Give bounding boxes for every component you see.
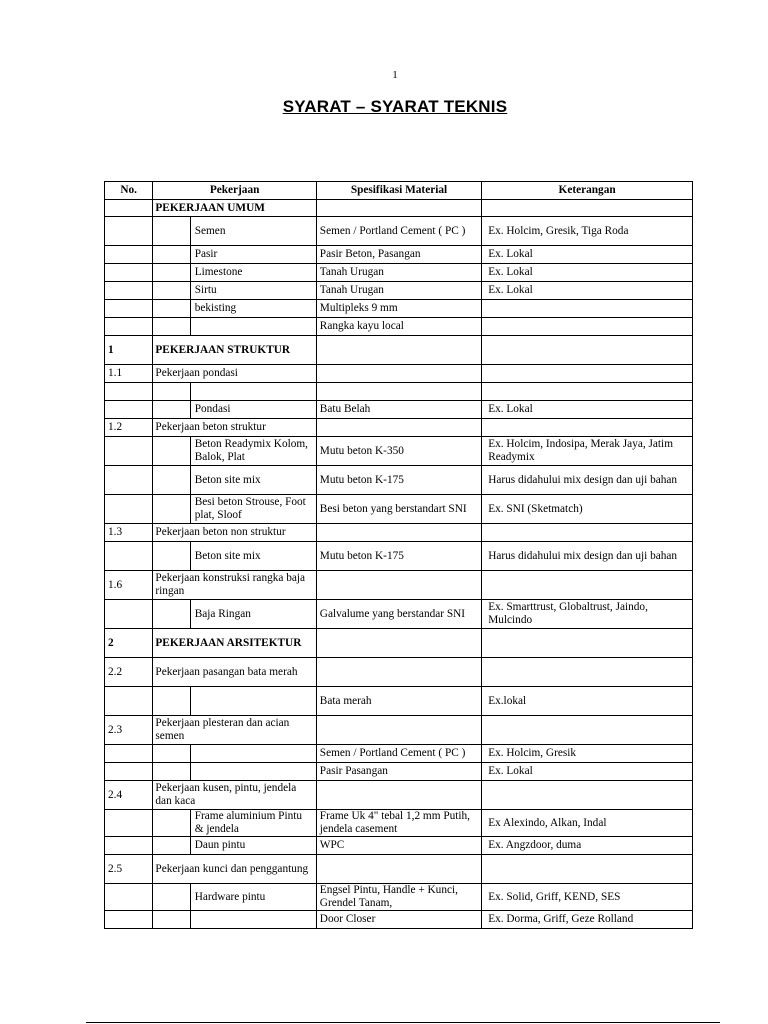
remarks: Harus didahului mix design dan uji bahan (482, 542, 693, 571)
table-row (105, 810, 693, 837)
table-row (105, 855, 693, 884)
remarks (482, 318, 693, 336)
table-row (105, 600, 693, 629)
row-number: 2.5 (105, 855, 153, 884)
remarks (482, 365, 693, 383)
work-section-empty (153, 282, 190, 300)
row-number (105, 745, 153, 763)
page-number: 1 (392, 69, 398, 81)
row-number: 2 (105, 629, 153, 658)
material-spec (316, 336, 481, 365)
material-spec: Pasir Pasangan (316, 763, 481, 781)
table-row (105, 763, 693, 781)
remarks: Ex Alexindo, Alkan, Indal (482, 810, 693, 837)
work-section-empty (153, 837, 190, 855)
work-section-empty (153, 437, 190, 466)
row-number (105, 911, 153, 929)
work-section-empty (153, 687, 190, 716)
row-number (105, 687, 153, 716)
material-spec: Batu Belah (316, 401, 481, 419)
material-spec (316, 629, 481, 658)
row-number (105, 884, 153, 911)
spec-table (104, 181, 693, 929)
work-section-empty (153, 495, 190, 524)
table-row (105, 217, 693, 246)
table-row (105, 200, 693, 217)
remarks (482, 383, 693, 401)
remarks: Ex. Holcim, Gresik, Tiga Roda (482, 217, 693, 246)
work-section: Pekerjaan konstruksi rangka baja ringan (153, 571, 316, 600)
work-section: Pekerjaan plesteran dan acian semen (153, 716, 316, 745)
work-item: Limestone (190, 264, 316, 282)
work-section-empty (153, 911, 190, 929)
table-header-row (105, 182, 693, 200)
row-number (105, 810, 153, 837)
row-number (105, 466, 153, 495)
header-spesifikasi: Spesifikasi Material (316, 182, 481, 200)
material-spec: Besi beton yang berstandart SNI (316, 495, 481, 524)
table-row (105, 884, 693, 911)
remarks: Ex. Dorma, Griff, Geze Rolland (482, 911, 693, 929)
remarks: Ex. Lokal (482, 282, 693, 300)
row-number (105, 837, 153, 855)
remarks: Ex. SNI (Sketmatch) (482, 495, 693, 524)
table-row (105, 437, 693, 466)
work-section-empty (153, 600, 190, 629)
material-spec (316, 200, 481, 217)
row-number (105, 600, 153, 629)
material-spec (316, 383, 481, 401)
work-section-empty (153, 542, 190, 571)
work-section: Pekerjaan kusen, pintu, jendela dan kaca (153, 781, 316, 810)
material-spec (316, 658, 481, 687)
table-row (105, 716, 693, 745)
header-pekerjaan: Pekerjaan (153, 182, 316, 200)
header-keterangan: Keterangan (482, 182, 693, 200)
row-number (105, 282, 153, 300)
work-item: Beton site mix (190, 466, 316, 495)
remarks: Ex. Lokal (482, 246, 693, 264)
row-number: 2.2 (105, 658, 153, 687)
row-number (105, 383, 153, 401)
material-spec: Tanah Urugan (316, 264, 481, 282)
work-item (190, 763, 316, 781)
remarks (482, 658, 693, 687)
remarks (482, 336, 693, 365)
material-spec (316, 524, 481, 542)
row-number: 1.2 (105, 419, 153, 437)
work-item: Pasir (190, 246, 316, 264)
remarks (482, 300, 693, 318)
material-spec: Multipleks 9 mm (316, 300, 481, 318)
material-spec: Semen / Portland Cement ( PC ) (316, 745, 481, 763)
work-section-empty (153, 300, 190, 318)
work-section: Pekerjaan kunci dan penggantung (153, 855, 316, 884)
table-row (105, 419, 693, 437)
remarks (482, 524, 693, 542)
remarks: Ex.lokal (482, 687, 693, 716)
header-no: No. (105, 182, 153, 200)
work-item (190, 383, 316, 401)
remarks: Harus didahului mix design dan uji bahan (482, 466, 693, 495)
remarks: Ex. Angzdoor, duma (482, 837, 693, 855)
row-number (105, 200, 153, 217)
work-item: Beton site mix (190, 542, 316, 571)
table-row (105, 495, 693, 524)
table-row (105, 401, 693, 419)
work-item: Daun pintu (190, 837, 316, 855)
remarks (482, 200, 693, 217)
work-section-empty (153, 884, 190, 911)
material-spec: Bata merah (316, 687, 481, 716)
material-spec (316, 571, 481, 600)
material-spec: Door Closer (316, 911, 481, 929)
material-spec (316, 716, 481, 745)
remarks (482, 419, 693, 437)
table-row (105, 365, 693, 383)
remarks: Ex. Lokal (482, 401, 693, 419)
row-number: 2.4 (105, 781, 153, 810)
work-section-empty (153, 217, 190, 246)
material-spec (316, 419, 481, 437)
work-section-empty (153, 318, 190, 336)
material-spec: Engsel Pintu, Handle + Kunci, Grendel Tanam, (316, 884, 481, 911)
remarks (482, 629, 693, 658)
work-item: Beton Readymix Kolom, Balok, Plat (190, 437, 316, 466)
table-row (105, 318, 693, 336)
work-item: Baja Ringan (190, 600, 316, 629)
material-spec: Semen / Portland Cement ( PC ) (316, 217, 481, 246)
remarks (482, 716, 693, 745)
work-item: Hardware pintu (190, 884, 316, 911)
table-row (105, 911, 693, 929)
remarks: Ex. Smarttrust, Globaltrust, Jaindo, Mulcindo (482, 600, 693, 629)
material-spec: Mutu beton K-175 (316, 542, 481, 571)
work-section: PEKERJAAN STRUKTUR (153, 336, 316, 365)
work-section-empty (153, 383, 190, 401)
row-number: 2.3 (105, 716, 153, 745)
row-number: 1.6 (105, 571, 153, 600)
table-row (105, 282, 693, 300)
work-section: PEKERJAAN UMUM (153, 200, 316, 217)
table-row (105, 781, 693, 810)
row-number (105, 264, 153, 282)
material-spec: Mutu beton K-350 (316, 437, 481, 466)
work-item: Sirtu (190, 282, 316, 300)
remarks (482, 781, 693, 810)
work-item (190, 318, 316, 336)
row-number (105, 246, 153, 264)
table-row (105, 629, 693, 658)
work-item: Frame aluminium Pintu & jendela (190, 810, 316, 837)
work-item: Besi beton Strouse, Foot plat, Sloof (190, 495, 316, 524)
work-item: Semen (190, 217, 316, 246)
work-item (190, 745, 316, 763)
table-row (105, 264, 693, 282)
work-section-empty (153, 401, 190, 419)
material-spec: Frame Uk 4" tebal 1,2 mm Putih, jendela casement (316, 810, 481, 837)
work-section-empty (153, 246, 190, 264)
table-row (105, 571, 693, 600)
work-section-empty (153, 745, 190, 763)
remarks: Ex. Solid, Griff, KEND, SES (482, 884, 693, 911)
material-spec: Galvalume yang berstandar SNI (316, 600, 481, 629)
material-spec: WPC (316, 837, 481, 855)
work-section: Pekerjaan beton struktur (153, 419, 316, 437)
row-number (105, 437, 153, 466)
work-section-empty (153, 810, 190, 837)
work-item: bekisting (190, 300, 316, 318)
work-section: PEKERJAAN ARSITEKTUR (153, 629, 316, 658)
table-row (105, 466, 693, 495)
row-number (105, 300, 153, 318)
row-number (105, 217, 153, 246)
row-number (105, 495, 153, 524)
material-spec: Tanah Urugan (316, 282, 481, 300)
table-row (105, 542, 693, 571)
work-item (190, 911, 316, 929)
table-row (105, 246, 693, 264)
material-spec: Rangka kayu local (316, 318, 481, 336)
table-row (105, 837, 693, 855)
table-row (105, 300, 693, 318)
table-row (105, 658, 693, 687)
remarks: Ex. Lokal (482, 264, 693, 282)
work-section: Pekerjaan beton non struktur (153, 524, 316, 542)
remarks: Ex. Holcim, Indosipa, Merak Jaya, Jatim Readymix (482, 437, 693, 466)
row-number: 1.3 (105, 524, 153, 542)
work-section-empty (153, 264, 190, 282)
table-row (105, 687, 693, 716)
remarks: Ex. Holcim, Gresik (482, 745, 693, 763)
work-section-empty (153, 763, 190, 781)
footer-divider (86, 1022, 720, 1023)
work-section-empty (153, 466, 190, 495)
row-number: 1.1 (105, 365, 153, 383)
work-section: Pekerjaan pasangan bata merah (153, 658, 316, 687)
material-spec (316, 781, 481, 810)
material-spec (316, 855, 481, 884)
document-title: SYARAT – SYARAT TEKNIS (282, 97, 508, 116)
row-number: 1 (105, 336, 153, 365)
row-number (105, 318, 153, 336)
table-row (105, 745, 693, 763)
row-number (105, 542, 153, 571)
remarks: Ex. Lokal (482, 763, 693, 781)
row-number (105, 763, 153, 781)
material-spec: Pasir Beton, Pasangan (316, 246, 481, 264)
material-spec: Mutu beton K-175 (316, 466, 481, 495)
work-item: Pondasi (190, 401, 316, 419)
work-section: Pekerjaan pondasi (153, 365, 316, 383)
table-row (105, 336, 693, 365)
material-spec (316, 365, 481, 383)
work-item (190, 687, 316, 716)
row-number (105, 401, 153, 419)
remarks (482, 855, 693, 884)
table-row (105, 524, 693, 542)
table-row (105, 383, 693, 401)
remarks (482, 571, 693, 600)
